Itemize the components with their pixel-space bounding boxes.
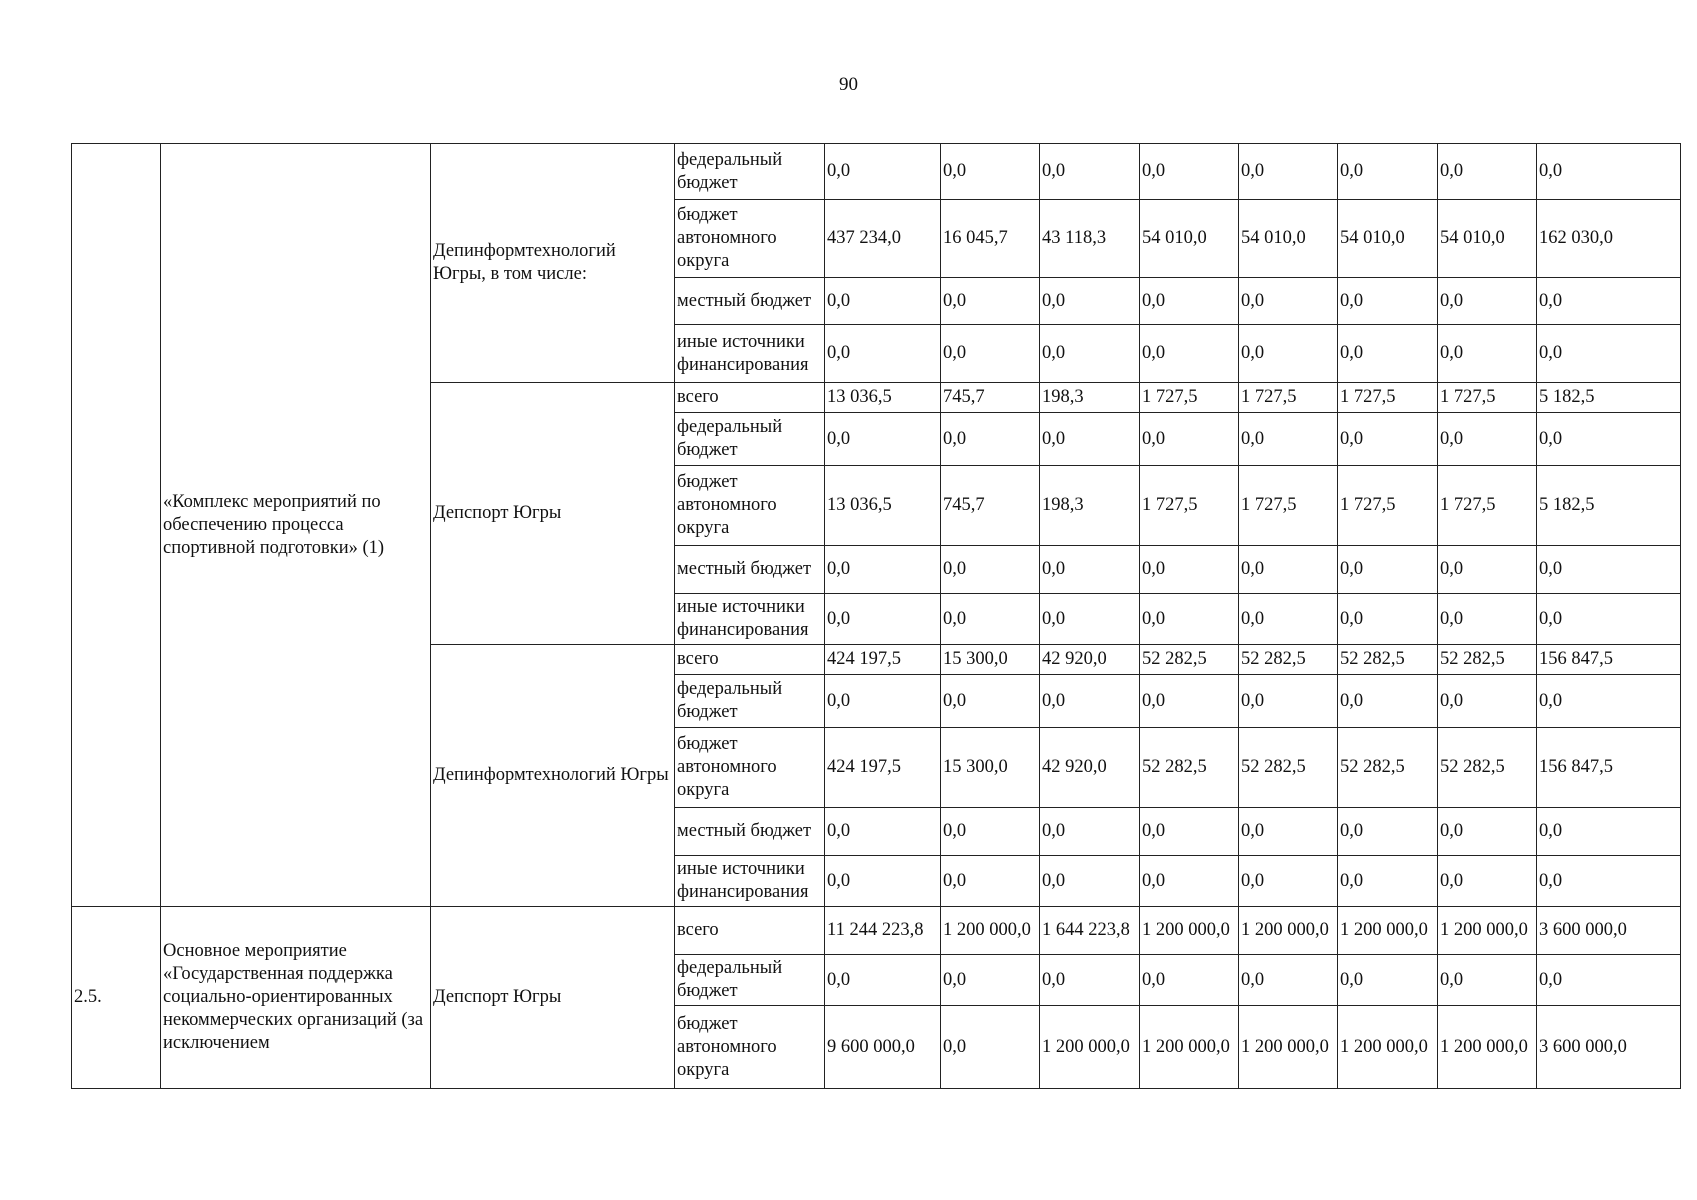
amount-cell-y2022: 0,0 (1140, 413, 1239, 466)
amount-cell-y2019: 13 036,5 (825, 466, 941, 546)
amount-cell-y2024: 0,0 (1338, 325, 1438, 383)
amount-cell-y2023: 0,0 (1239, 546, 1338, 594)
amount-cell-y2021: 43 118,3 (1040, 200, 1140, 278)
amount-cell-y2022: 0,0 (1140, 325, 1239, 383)
amount-cell-y2025: 0,0 (1438, 955, 1537, 1006)
amount-cell-y2026-2030: 3 600 000,0 (1537, 1006, 1681, 1089)
table-row (72, 907, 1681, 955)
amount-cell-y2023: 0,0 (1239, 325, 1338, 383)
funding-source: федеральный бюджет (675, 955, 825, 1006)
amount-cell-y2023: 0,0 (1239, 413, 1338, 466)
amount-cell-y2024: 52 282,5 (1338, 645, 1438, 675)
funding-source: федеральный бюджет (675, 144, 825, 200)
amount-cell-y2022: 0,0 (1140, 955, 1239, 1006)
amount-cell-y2019: 0,0 (825, 675, 941, 728)
amount-cell-y2022: 0,0 (1140, 856, 1239, 907)
amount-cell-y2022: 52 282,5 (1140, 645, 1239, 675)
amount-cell-y2022: 0,0 (1140, 278, 1239, 325)
amount-cell-y2020: 16 045,7 (941, 200, 1040, 278)
amount-cell-y2025: 1 200 000,0 (1438, 907, 1537, 955)
amount-cell-y2026-2030: 0,0 (1537, 325, 1681, 383)
amount-cell-y2019: 9 600 000,0 (825, 1006, 941, 1089)
amount-cell-y2023: 1 200 000,0 (1239, 1006, 1338, 1089)
amount-cell-y2024: 1 727,5 (1338, 383, 1438, 413)
amount-cell-y2024: 0,0 (1338, 675, 1438, 728)
funding-source: местный бюджет (675, 546, 825, 594)
amount-cell-y2021: 0,0 (1040, 413, 1140, 466)
amount-cell-y2024: 0,0 (1338, 594, 1438, 645)
amount-cell-y2021: 0,0 (1040, 546, 1140, 594)
amount-cell-y2023: 52 282,5 (1239, 645, 1338, 675)
amount-cell-y2019: 0,0 (825, 856, 941, 907)
amount-cell-y2020: 0,0 (941, 675, 1040, 728)
amount-cell-y2026-2030: 0,0 (1537, 594, 1681, 645)
amount-cell-y2019: 0,0 (825, 955, 941, 1006)
funding-source: иные источники финансирования (675, 325, 825, 383)
executor-cell (431, 383, 675, 645)
amount-cell-y2025: 0,0 (1438, 808, 1537, 856)
amount-cell-y2025: 0,0 (1438, 144, 1537, 200)
amount-cell-y2024: 1 200 000,0 (1338, 907, 1438, 955)
amount-cell-y2023: 1 200 000,0 (1239, 907, 1338, 955)
amount-cell-y2026-2030: 0,0 (1537, 675, 1681, 728)
amount-cell-y2026-2030: 0,0 (1537, 144, 1681, 200)
amount-cell-y2021: 0,0 (1040, 144, 1140, 200)
amount-cell-y2024: 0,0 (1338, 278, 1438, 325)
amount-cell-y2020: 745,7 (941, 383, 1040, 413)
measure-name-cell (161, 907, 431, 1089)
amount-cell-y2019: 437 234,0 (825, 200, 941, 278)
funding-source: всего (675, 383, 825, 413)
amount-cell-y2019: 0,0 (825, 808, 941, 856)
amount-cell-y2025: 0,0 (1438, 546, 1537, 594)
amount-cell-y2025: 0,0 (1438, 278, 1537, 325)
amount-cell-y2020: 0,0 (941, 808, 1040, 856)
amount-cell-y2024: 0,0 (1338, 413, 1438, 466)
measure-name: «Комплекс мероприятий по обеспечению процесса спортивной подготовки» (1) (163, 491, 385, 558)
amount-cell-y2023: 0,0 (1239, 856, 1338, 907)
amount-cell-y2020: 0,0 (941, 144, 1040, 200)
amount-cell-y2026-2030: 156 847,5 (1537, 728, 1681, 808)
amount-cell-y2024: 0,0 (1338, 144, 1438, 200)
executor-cell (431, 907, 675, 1089)
amount-cell-y2024: 52 282,5 (1338, 728, 1438, 808)
amount-cell-y2020: 0,0 (941, 413, 1040, 466)
funding-source: местный бюджет (675, 808, 825, 856)
amount-cell-y2021: 0,0 (1040, 594, 1140, 645)
amount-cell-y2026-2030: 0,0 (1537, 546, 1681, 594)
page-number: 90 (839, 74, 858, 95)
amount-cell-y2026-2030: 162 030,0 (1537, 200, 1681, 278)
executor-name: Депспорт Югры (433, 503, 562, 523)
amount-cell-y2025: 0,0 (1438, 856, 1537, 907)
amount-cell-y2021: 42 920,0 (1040, 645, 1140, 675)
amount-cell-y2019: 13 036,5 (825, 383, 941, 413)
amount-cell-y2023: 54 010,0 (1239, 200, 1338, 278)
amount-cell-y2025: 0,0 (1438, 594, 1537, 645)
funding-source: федеральный бюджет (675, 675, 825, 728)
amount-cell-y2023: 52 282,5 (1239, 728, 1338, 808)
funding-source: бюджет автономного округа (675, 466, 825, 546)
measure-name: Основное мероприятие «Государственная поддержка социально-ориентированных некоммерческих организаций (за исключением (163, 941, 424, 1053)
amount-cell-y2023: 0,0 (1239, 144, 1338, 200)
amount-cell-y2021: 0,0 (1040, 856, 1140, 907)
amount-cell-y2026-2030: 156 847,5 (1537, 645, 1681, 675)
amount-cell-y2019: 0,0 (825, 144, 941, 200)
amount-cell-y2025: 0,0 (1438, 413, 1537, 466)
amount-cell-y2026-2030: 5 182,5 (1537, 466, 1681, 546)
amount-cell-y2025: 0,0 (1438, 325, 1537, 383)
amount-cell-y2024: 1 200 000,0 (1338, 1006, 1438, 1089)
amount-cell-y2022: 0,0 (1140, 546, 1239, 594)
amount-cell-y2023: 0,0 (1239, 278, 1338, 325)
funding-source: местный бюджет (675, 278, 825, 325)
amount-cell-y2026-2030: 0,0 (1537, 278, 1681, 325)
amount-cell-y2019: 424 197,5 (825, 645, 941, 675)
executor-cell (431, 144, 675, 383)
amount-cell-y2025: 1 727,5 (1438, 383, 1537, 413)
amount-cell-y2022: 1 200 000,0 (1140, 907, 1239, 955)
amount-cell-y2021: 0,0 (1040, 955, 1140, 1006)
amount-cell-y2023: 0,0 (1239, 808, 1338, 856)
amount-cell-y2019: 11 244 223,8 (825, 907, 941, 955)
amount-cell-y2021: 1 200 000,0 (1040, 1006, 1140, 1089)
amount-cell-y2022: 1 727,5 (1140, 466, 1239, 546)
amount-cell-y2021: 0,0 (1040, 675, 1140, 728)
amount-cell-y2019: 0,0 (825, 325, 941, 383)
funding-source: бюджет автономного округа (675, 1006, 825, 1089)
amount-cell-y2025: 1 727,5 (1438, 466, 1537, 546)
funding-source: бюджет автономного округа (675, 200, 825, 278)
funding-source: всего (675, 645, 825, 675)
funding-source: иные источники финансирования (675, 856, 825, 907)
amount-cell-y2026-2030: 0,0 (1537, 413, 1681, 466)
amount-cell-y2022: 52 282,5 (1140, 728, 1239, 808)
funding-source: бюджет автономного округа (675, 728, 825, 808)
amount-cell-y2020: 1 200 000,0 (941, 907, 1040, 955)
amount-cell-y2022: 0,0 (1140, 144, 1239, 200)
executor-name: Депинформтехнологий Югры, в том числе: (433, 241, 616, 284)
amount-cell-y2021: 0,0 (1040, 278, 1140, 325)
amount-cell-y2021: 198,3 (1040, 383, 1140, 413)
amount-cell-y2025: 1 200 000,0 (1438, 1006, 1537, 1089)
amount-cell-y2020: 0,0 (941, 594, 1040, 645)
amount-cell-y2022: 54 010,0 (1140, 200, 1239, 278)
amount-cell-y2021: 42 920,0 (1040, 728, 1140, 808)
amount-cell-y2023: 0,0 (1239, 594, 1338, 645)
amount-cell-y2024: 0,0 (1338, 546, 1438, 594)
budget-table (71, 143, 1681, 1089)
amount-cell-y2020: 745,7 (941, 466, 1040, 546)
amount-cell-y2025: 52 282,5 (1438, 645, 1537, 675)
measure-number-cell (72, 144, 161, 907)
amount-cell-y2021: 0,0 (1040, 808, 1140, 856)
amount-cell-y2022: 1 727,5 (1140, 383, 1239, 413)
amount-cell-y2019: 424 197,5 (825, 728, 941, 808)
measure-number-cell (72, 907, 161, 1089)
amount-cell-y2024: 0,0 (1338, 955, 1438, 1006)
amount-cell-y2020: 15 300,0 (941, 645, 1040, 675)
amount-cell-y2023: 0,0 (1239, 675, 1338, 728)
amount-cell-y2020: 0,0 (941, 325, 1040, 383)
amount-cell-y2024: 0,0 (1338, 808, 1438, 856)
amount-cell-y2020: 0,0 (941, 1006, 1040, 1089)
table-row (72, 144, 1681, 200)
amount-cell-y2026-2030: 0,0 (1537, 808, 1681, 856)
amount-cell-y2022: 0,0 (1140, 594, 1239, 645)
amount-cell-y2021: 0,0 (1040, 325, 1140, 383)
funding-source: всего (675, 907, 825, 955)
amount-cell-y2020: 0,0 (941, 856, 1040, 907)
amount-cell-y2026-2030: 5 182,5 (1537, 383, 1681, 413)
amount-cell-y2021: 1 644 223,8 (1040, 907, 1140, 955)
amount-cell-y2020: 0,0 (941, 955, 1040, 1006)
amount-cell-y2025: 0,0 (1438, 675, 1537, 728)
amount-cell-y2019: 0,0 (825, 278, 941, 325)
amount-cell-y2021: 198,3 (1040, 466, 1140, 546)
amount-cell-y2024: 54 010,0 (1338, 200, 1438, 278)
amount-cell-y2023: 1 727,5 (1239, 466, 1338, 546)
amount-cell-y2023: 0,0 (1239, 955, 1338, 1006)
amount-cell-y2024: 0,0 (1338, 856, 1438, 907)
amount-cell-y2026-2030: 3 600 000,0 (1537, 907, 1681, 955)
amount-cell-y2026-2030: 0,0 (1537, 856, 1681, 907)
amount-cell-y2024: 1 727,5 (1338, 466, 1438, 546)
amount-cell-y2026-2030: 0,0 (1537, 955, 1681, 1006)
amount-cell-y2019: 0,0 (825, 413, 941, 466)
amount-cell-y2019: 0,0 (825, 594, 941, 645)
executor-name: Депспорт Югры (433, 987, 562, 1007)
amount-cell-y2020: 0,0 (941, 278, 1040, 325)
amount-cell-y2019: 0,0 (825, 546, 941, 594)
executor-cell (431, 645, 675, 907)
funding-source: иные источники финансирования (675, 594, 825, 645)
amount-cell-y2020: 0,0 (941, 546, 1040, 594)
amount-cell-y2020: 15 300,0 (941, 728, 1040, 808)
amount-cell-y2023: 1 727,5 (1239, 383, 1338, 413)
funding-source: федеральный бюджет (675, 413, 825, 466)
amount-cell-y2025: 52 282,5 (1438, 728, 1537, 808)
measure-number: 2.5. (74, 987, 102, 1007)
amount-cell-y2022: 0,0 (1140, 808, 1239, 856)
amount-cell-y2025: 54 010,0 (1438, 200, 1537, 278)
amount-cell-y2022: 0,0 (1140, 675, 1239, 728)
executor-name: Депинформтехнологий Югры (433, 765, 669, 785)
measure-name-cell (161, 144, 431, 907)
amount-cell-y2022: 1 200 000,0 (1140, 1006, 1239, 1089)
